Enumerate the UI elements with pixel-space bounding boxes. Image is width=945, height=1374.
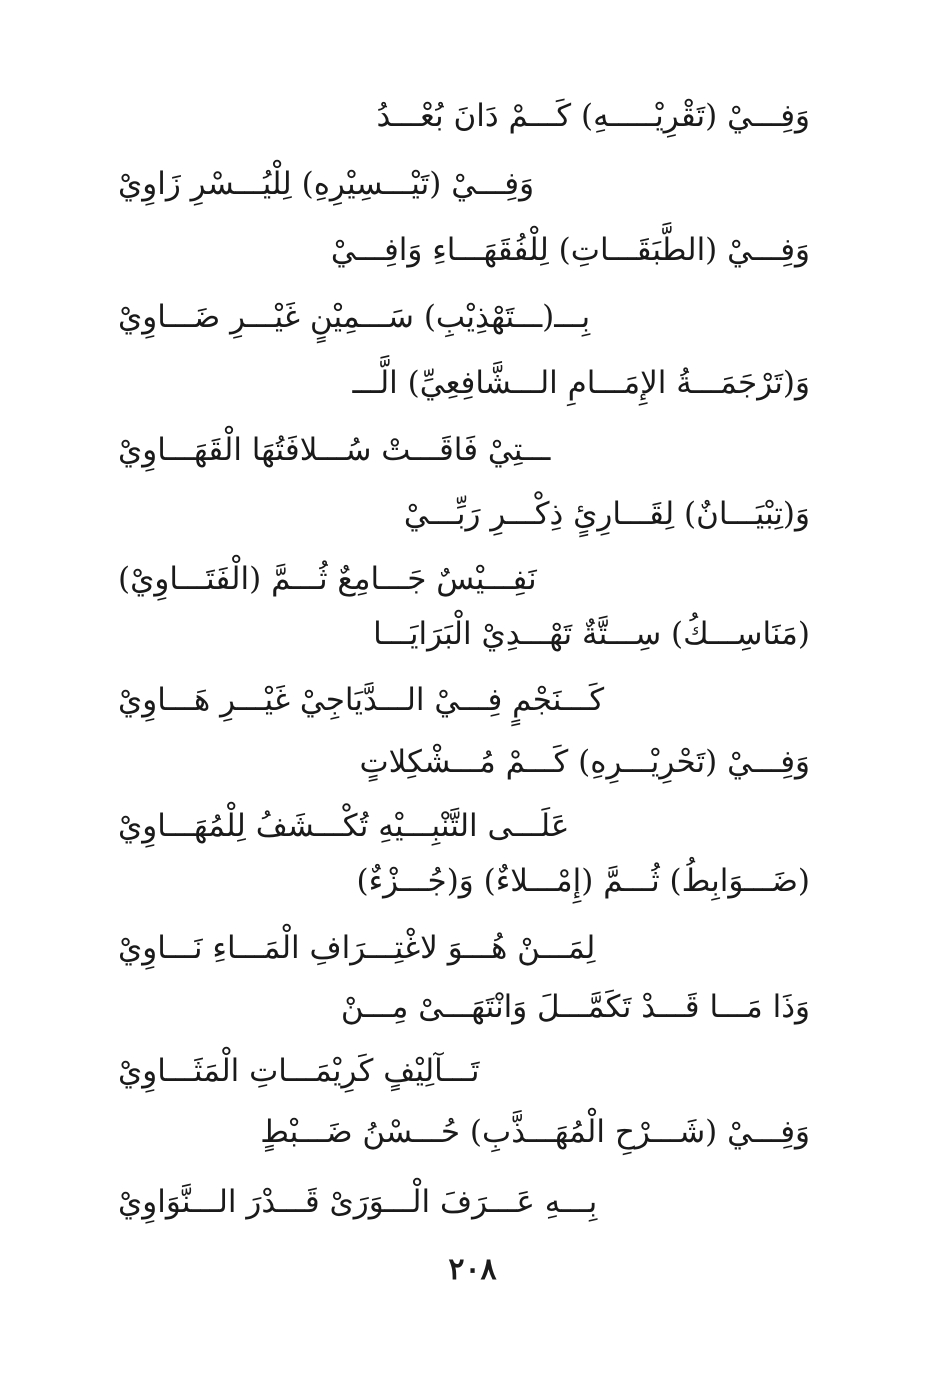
verse-line-5: وَ(تَرْجَمَـــةُ الإِمَـــامِ الـــشَّافِعِيِّ) الَّـــ: [352, 365, 810, 401]
verse-line-13: (ضَـــوَابِطُ) ثُـــمَّ (إِمْـــلاءٌ) وَ(جُـــزْءٌ): [356, 863, 810, 899]
verse-line-10: كَـــنَجْمٍ فِـــيْ الـــدَّيَاجِيْ غَيْـــرِ هَـــاوِيْ: [118, 682, 605, 718]
verse-line-15: وَذَا مَـــا قَـــدْ تَكَمَّـــلَ وَانْتَهَـــىْ مِـــنْ: [340, 989, 810, 1025]
verse-line-11: وَفِـــيْ (تَحْرِيْـــرِهِ) كَـــمْ مُـــشْكِلاتٍ: [359, 744, 810, 780]
verse-line-2: وَفِـــيْ (تَيْـــسِيْرِهِ) لِلْيُـــسْرِ زَاوِيْ: [118, 166, 535, 202]
verse-line-18: بِـــهِ عَـــرَفَ الْـــوَرَىْ قَـــدْرَ الـــنَّوَاوِيْ: [118, 1184, 598, 1220]
verse-line-8: نَفِـــيْسٌ جَـــامِعٌ ثُـــمَّ (الْفَتَـــاوِيْ): [118, 561, 537, 597]
verse-line-16: تَـــآلِيْفٍ كَرِيْمَـــاتِ الْمَثَـــاوِيْ: [118, 1053, 480, 1089]
verse-line-17: وَفِـــيْ (شَـــرْحِ الْمُهَـــذَّبِ) حُـــسْنُ ضَـــبْطٍ: [260, 1114, 810, 1150]
verse-line-1: وَفِـــيْ (تَقْرِيْـــــهِ) كَـــمْ دَانَ بُعْـــدُ: [376, 98, 810, 134]
page-number: ٢٠٨: [448, 1252, 497, 1287]
verse-line-12: عَلَـــى التَّنْبِـــيْهِ تُكْـــشَفُ لِلْمُهَـــاوِيْ: [118, 808, 570, 844]
verse-line-9: (مَنَاسِـــكُ) سِـــتَّةٌ تَهْـــدِيْ الْبَرَايَـــا: [373, 616, 810, 652]
verse-line-14: لِمَـــنْ هُـــوَ لاغْتِـــرَافِ الْمَـــاءِ نَـــاوِيْ: [118, 930, 596, 966]
verse-line-4: بِـــ(ـــتَهْذِيْبِ) سَـــمِيْنٍ غَيْـــرِ ضَـــاوِيْ: [118, 299, 591, 335]
verse-line-6: ـــتِيْ فَاقَـــتْ سُـــلافَتُهَا الْقَهَـــاوِيْ: [118, 432, 551, 468]
verse-line-7: وَ(تِبْيَـــانٌ) لِقَـــارِئٍ ذِكْـــرِ رَبِّـــيْ: [403, 496, 810, 532]
verse-line-3: وَفِـــيْ (الطَّبَقَـــاتِ) لِلْفُقَهَـــاءِ وَافِـــيْ: [330, 232, 810, 268]
